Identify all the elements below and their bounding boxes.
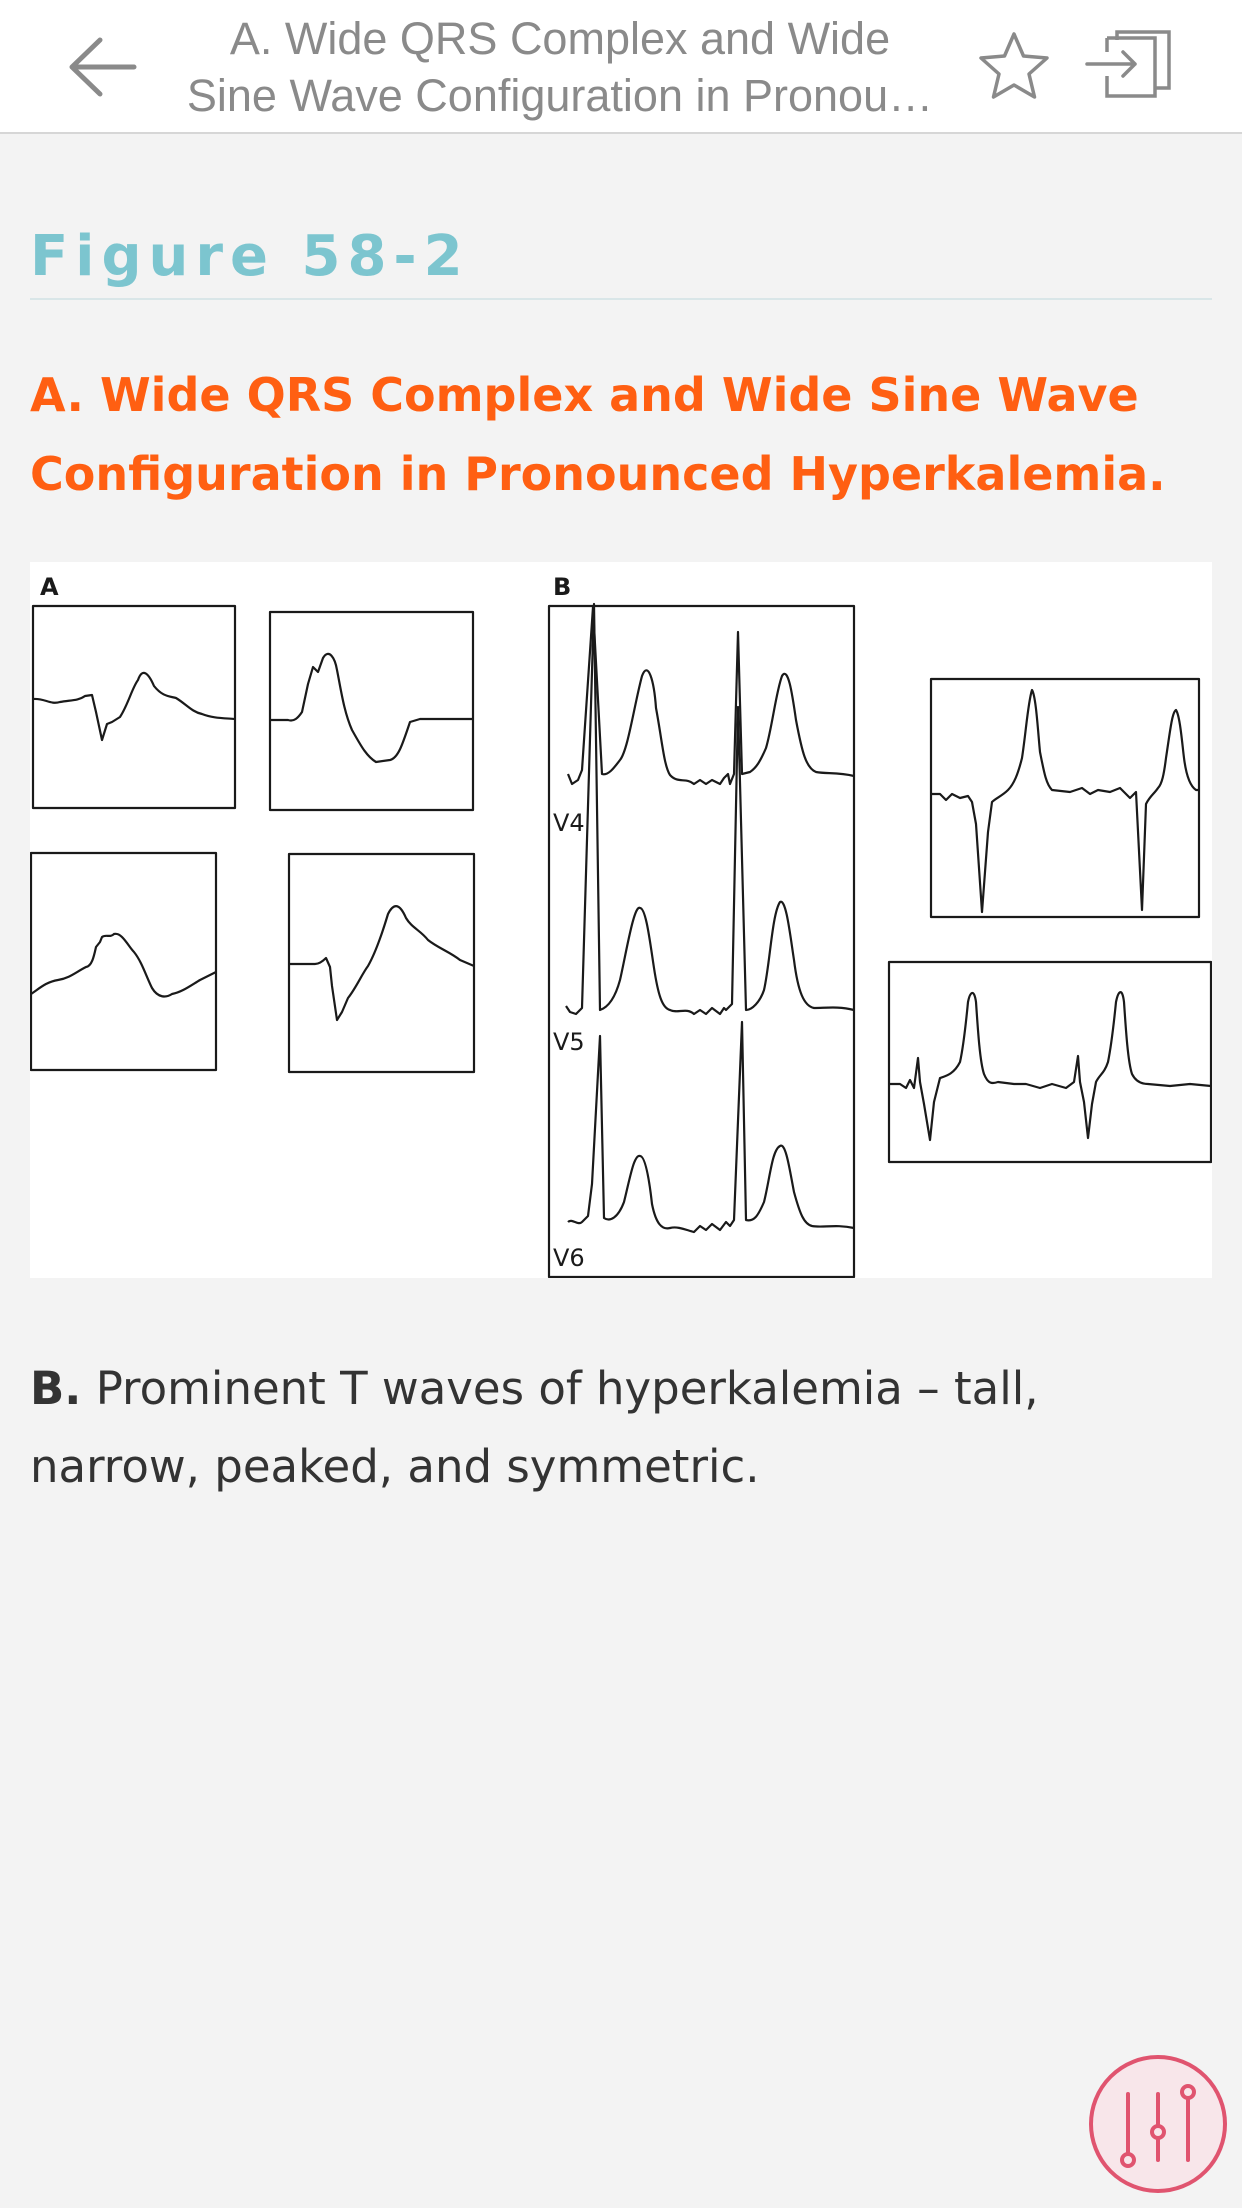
sliders-icon	[1088, 2054, 1228, 2194]
nav-bar	[0, 0, 1242, 134]
figure-image[interactable]	[30, 562, 1212, 1278]
ecg-trace-a4	[289, 906, 474, 1020]
bookmark-button[interactable]	[975, 28, 1053, 104]
lead-label-v5: V5	[553, 1028, 585, 1056]
ecg-trace-a2	[270, 654, 473, 762]
lead-label-v6: V6	[553, 1244, 585, 1272]
page-title-line-1: A. Wide QRS Complex and Wide	[229, 13, 891, 64]
caption-text: Prominent T waves of hyperkalemia – tall, narrow, peaked, and symmetric.	[30, 1362, 1039, 1493]
heading-divider	[30, 298, 1212, 300]
lead-label-v4: V4	[553, 809, 585, 837]
panel-b-label: B	[553, 573, 572, 601]
star-icon	[975, 28, 1053, 104]
page-title-line-2: Sine Wave Configuration in Pronou…	[186, 70, 934, 121]
arrow-left-icon	[62, 30, 152, 104]
export-icon	[1085, 28, 1175, 104]
ecg-trace-a1	[33, 673, 235, 740]
figure-caption	[30, 1350, 1220, 1506]
ecg-box-a2	[270, 612, 473, 810]
ecg-trace-a3	[31, 934, 216, 997]
back-button[interactable]	[62, 30, 152, 104]
ecg-box-a3	[31, 853, 216, 1070]
figure-title: A. Wide QRS Complex and Wide Sine Wave Configuration in Pronounced Hyperkalemia.	[30, 368, 1166, 501]
ecg-box-b-right-top	[931, 679, 1199, 917]
figure-heading: Figure 58-2	[30, 224, 470, 289]
ecg-box-b-right-bottom	[889, 962, 1211, 1162]
settings-fab[interactable]	[1088, 2054, 1228, 2194]
ecg-trace-v6	[568, 1022, 854, 1232]
ecg-trace-b-right-top	[931, 690, 1199, 912]
export-button[interactable]	[1085, 28, 1175, 104]
caption-label: B.	[30, 1362, 82, 1415]
ecg-trace-b-right-bottom	[889, 992, 1211, 1140]
ecg-trace-v5	[566, 604, 854, 1014]
panel-a-label: A	[40, 573, 59, 601]
ecg-figure	[30, 562, 1212, 1278]
page-title	[165, 10, 955, 124]
ecg-box-a1	[33, 606, 235, 808]
ecg-trace-v4	[568, 607, 854, 784]
